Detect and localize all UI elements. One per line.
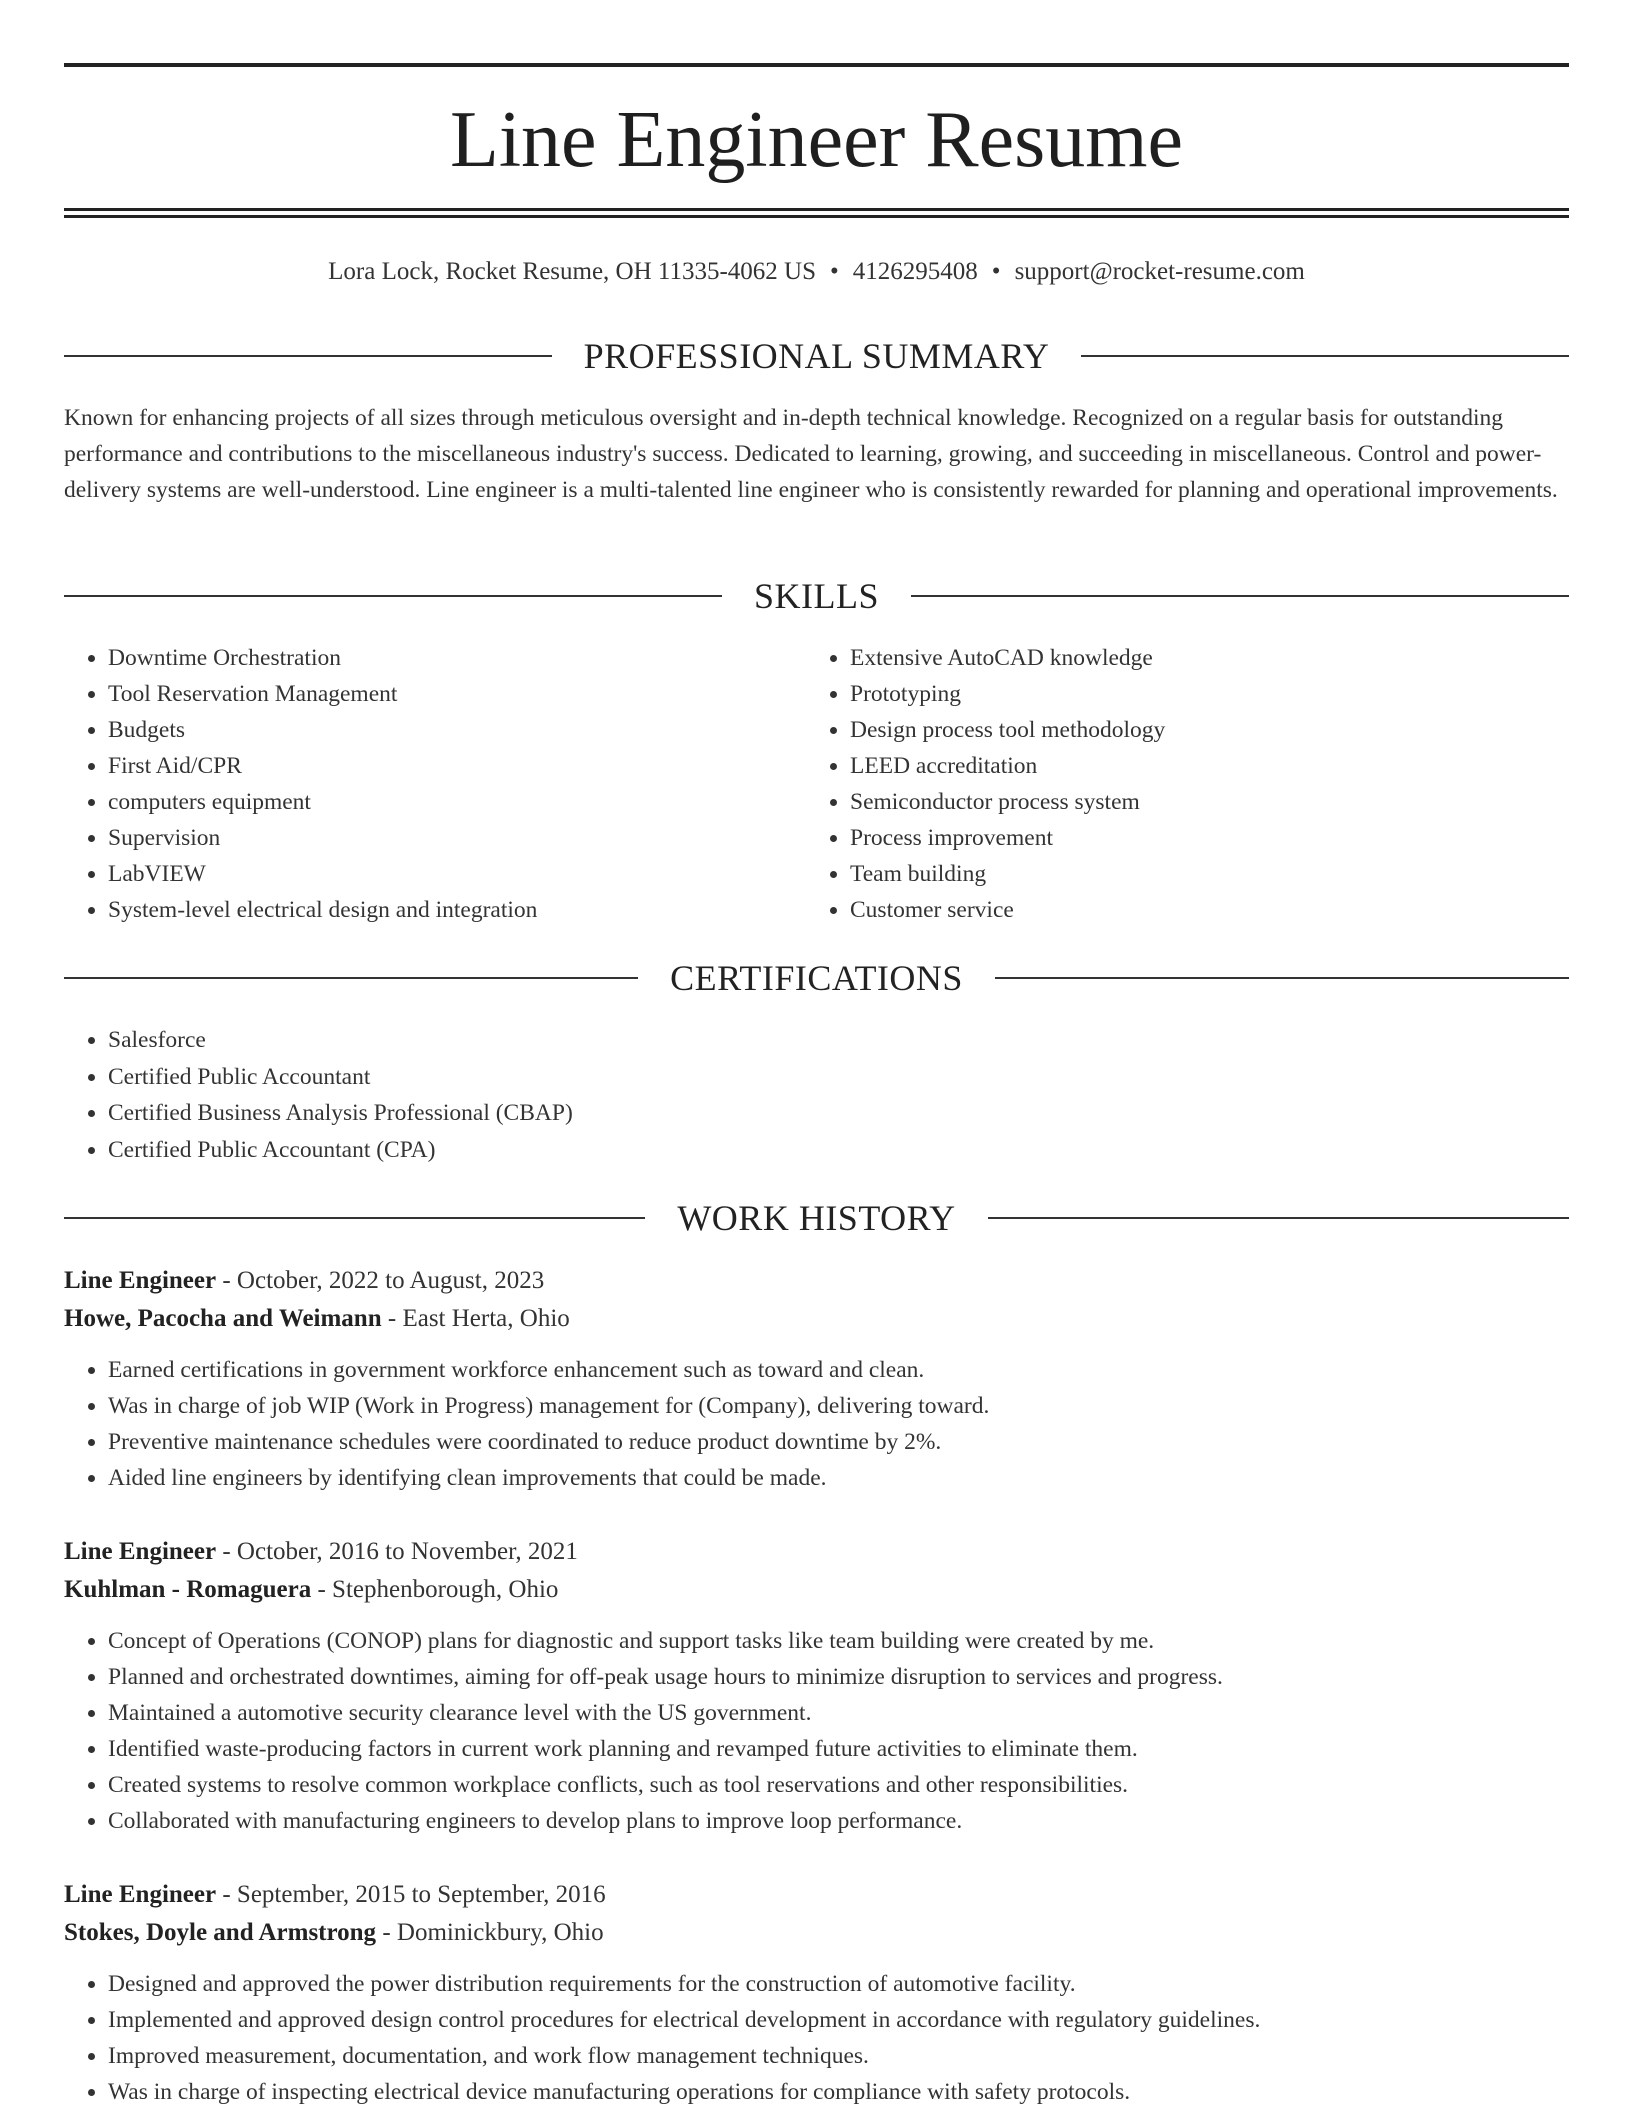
job-company-line [64,1914,1569,1952]
skill-item: • First Aid/CPR [108,748,804,784]
resume-title: Line Engineer Resume [449,96,1184,184]
section-rule [988,1217,1569,1219]
job-entry [64,1262,1569,1496]
job-bullet: • Maintained a automotive security clearance level with the US government. [108,1695,1569,1731]
job-bullet: • Implemented and approved design control procedures for electrical development in accordance with regulatory guidelines. [108,2002,1569,2038]
section-rule [64,595,722,597]
job-entry [64,1533,1569,1839]
skills-column-right [806,640,1566,928]
contact-phone: 4126295408 [852,258,978,285]
skill-item: • Supervision [108,820,804,856]
contact-separator: • [991,258,1001,285]
section-title-summary: PROFESSIONAL SUMMARY [583,336,1050,376]
skills-list-left [64,640,804,928]
contact-separator: • [830,258,839,285]
section-title-skills: SKILLS [754,576,880,616]
section-title-certifications: CERTIFICATIONS [670,958,963,998]
skill-item: • Budgets [108,712,804,748]
section-header-summary [64,334,1569,378]
skill-item: • LabVIEW [108,856,804,892]
section-header-work-history [64,1196,1569,1240]
skill-item: • Downtime Orchestration [108,640,804,676]
certifications-list [64,1022,1569,1168]
contact-email: support@rocket-resume.com [1014,258,1305,285]
job-title-line [64,1533,1569,1571]
certification-item: • Certified Public Accountant [108,1059,1569,1096]
job-bullet: • Preventive maintenance schedules were coordinated to reduce product downtime by 2%. [108,1424,1569,1460]
section-header-certifications [64,956,1569,1000]
skill-item: • computers equipment [108,784,804,820]
job-location: - Dominickbury, Ohio [376,1919,604,1946]
section-header-skills [64,574,1569,618]
skill-item: • Tool Reservation Management [108,676,804,712]
job-bullet: • Aided line engineers by identifying clean improvements that could be made. [108,1460,1569,1496]
job-company: Stokes, Doyle and Armstrong [64,1919,377,1946]
certifications-block [64,1022,1569,1168]
skills-column-left [64,640,804,928]
certification-item: • Certified Public Accountant (CPA) [108,1132,1569,1169]
skills-list-right [806,640,1566,928]
job-location: - Stephenborough, Ohio [311,1576,559,1603]
job-bullets [64,1623,1569,1839]
skill-item: • LEED accreditation [850,748,1566,784]
skill-item: • Process improvement [850,820,1566,856]
certification-item: • Salesforce [108,1022,1569,1059]
skill-item: • Prototyping [850,676,1566,712]
job-dates: - September, 2015 to September, 2016 [216,1881,606,1908]
job-title-line [64,1262,1569,1300]
job-title-line [64,1876,1569,1914]
job-company: Kuhlman - Romaguera [64,1576,312,1603]
job-role: Line Engineer [64,1881,217,1908]
job-bullet: • Designed and approved the power distribution requirements for the construction of automotive facility. [108,1966,1569,2002]
job-bullets [64,1352,1569,1496]
section-title-work-history: WORK HISTORY [677,1198,956,1238]
job-bullet: • Improved measurement, documentation, and work flow management techniques. [108,2038,1569,2074]
section-rule [1081,355,1569,357]
job-company: Howe, Pacocha and Weimann [64,1305,382,1332]
job-role: Line Engineer [64,1267,217,1294]
job-role: Line Engineer [64,1538,217,1565]
job-bullets [64,1966,1569,2110]
job-company-line [64,1300,1569,1338]
skill-item: • Team building [850,856,1566,892]
job-dates: - October, 2016 to November, 2021 [216,1538,578,1565]
job-bullet: • Earned certifications in government workforce enhancement such as toward and clean. [108,1352,1569,1388]
certification-item: • Certified Business Analysis Professional (CBAP) [108,1095,1569,1132]
job-bullet: • Concept of Operations (CONOP) plans for diagnostic and support tasks like team building were created by me. [108,1623,1569,1659]
section-rule [64,977,638,979]
skill-item: • Customer service [850,892,1566,928]
skill-item: • Extensive AutoCAD knowledge [850,640,1566,676]
job-entry [64,1876,1569,2110]
job-location: - East Herta, Ohio [381,1305,570,1332]
job-dates: - October, 2022 to August, 2023 [216,1267,545,1294]
section-rule [911,595,1569,597]
top-rule [64,63,1569,67]
job-bullet: • Was in charge of job WIP (Work in Progress) management for (Company), delivering toward. [108,1388,1569,1424]
job-bullet: • Was in charge of inspecting electrical device manufacturing operations for compliance with safety protocols. [108,2074,1569,2110]
skill-item: • System-level electrical design and integration [108,892,804,928]
job-company-line [64,1571,1569,1609]
section-rule [64,355,552,357]
job-bullet: • Identified waste-producing factors in current work planning and revamped future activities to eliminate them. [108,1731,1569,1767]
contact-address: Lora Lock, Rocket Resume, OH 11335-4062 US [328,258,817,285]
contact-line [64,254,1569,290]
skill-item: • Design process tool methodology [850,712,1566,748]
job-bullet: • Collaborated with manufacturing engineers to develop plans to improve loop performance. [108,1803,1569,1839]
job-bullet: • Created systems to resolve common workplace conflicts, such as tool reservations and other responsibilities. [108,1767,1569,1803]
section-rule [64,1217,645,1219]
skill-item: • Semiconductor process system [850,784,1566,820]
title-double-rule [64,208,1569,218]
job-bullet: • Planned and orchestrated downtimes, aiming for off-peak usage hours to minimize disruption to services and progress. [108,1659,1569,1695]
summary-text: Known for enhancing projects of all sizes through meticulous oversight and in-depth technical knowledge. Recognized on a regular basis for outstanding performance and contributions to the miscellaneous industry's success. Dedicated to learning, growing, and succeeding in miscellaneous. Control and power-delivery systems are well-understood. Line engineer is a multi-talented line engineer who is consistently rewarded for planning and operational improvements. [64,405,1558,503]
section-rule [995,977,1569,979]
